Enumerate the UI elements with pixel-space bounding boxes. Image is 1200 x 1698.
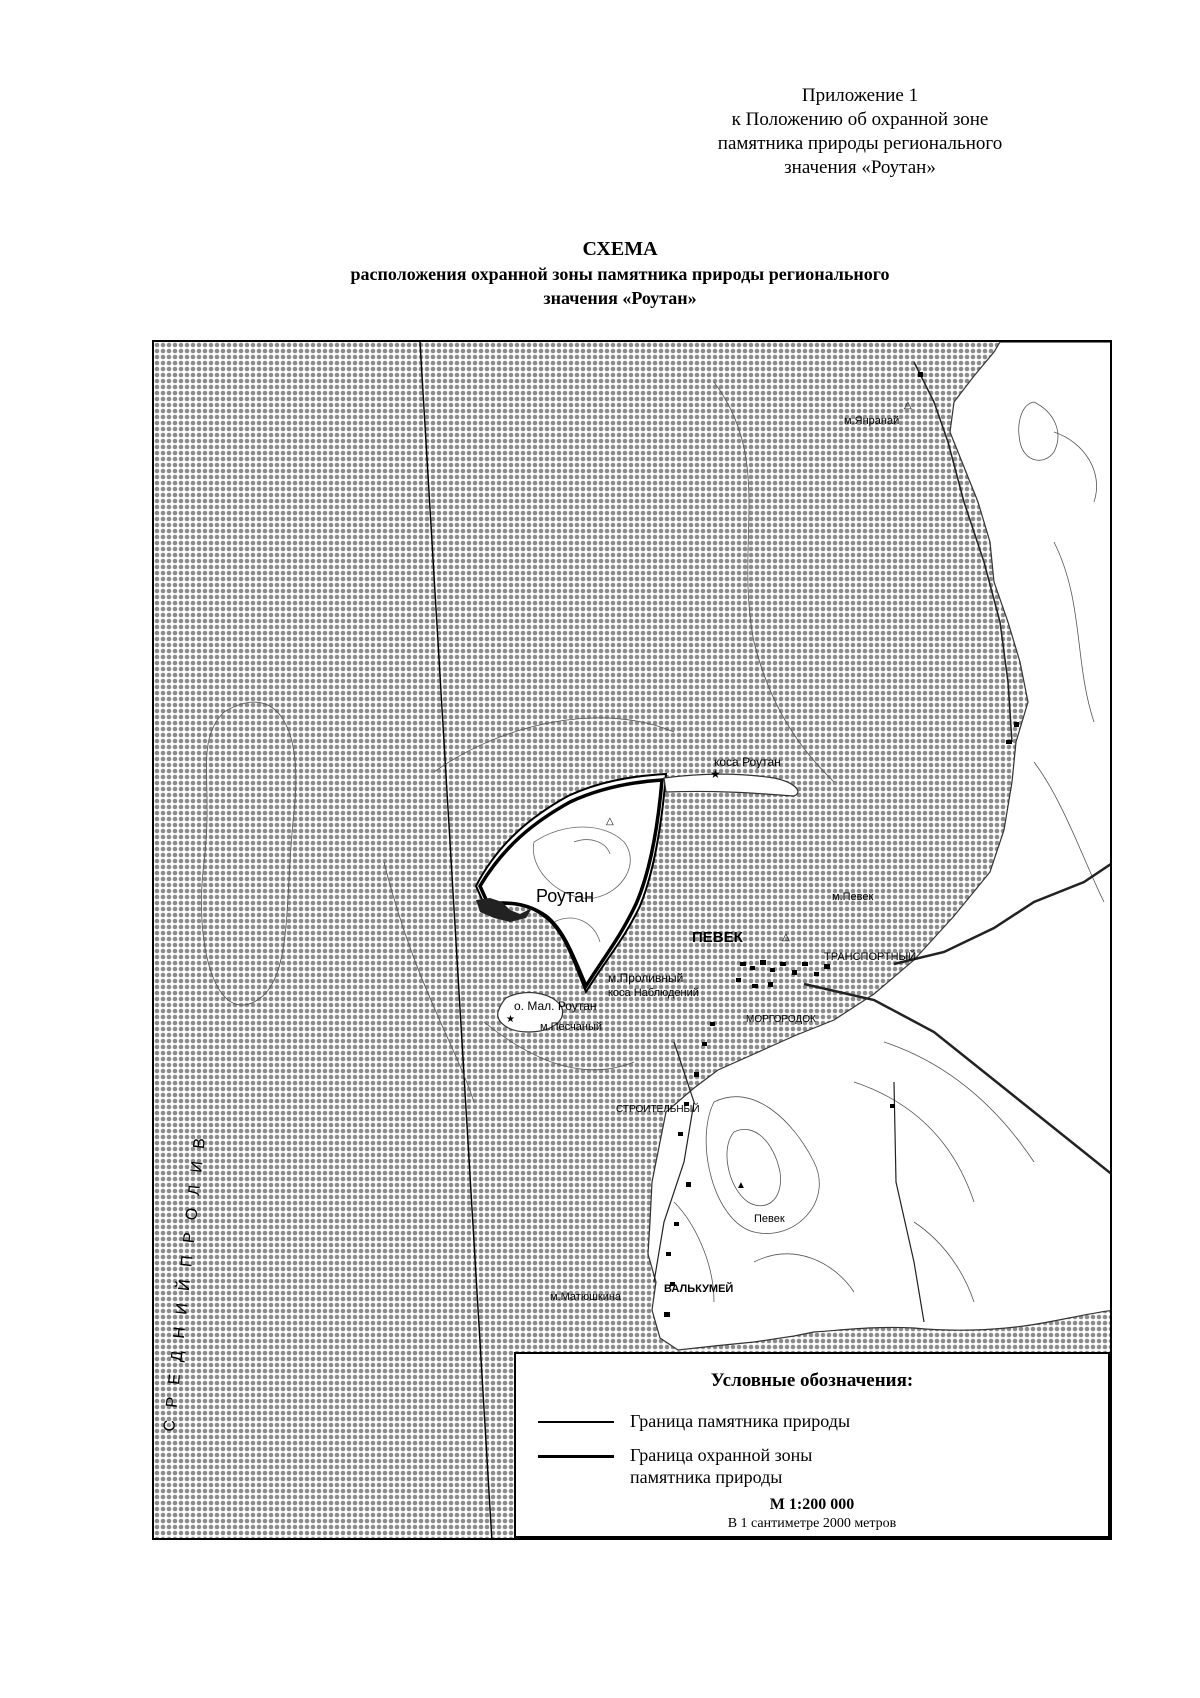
- label-routan-spit: коса Роутан: [714, 755, 781, 769]
- appendix-line-2: к Положению об охранной зоне: [731, 109, 989, 130]
- label-cape-sandy: м.Песчаный: [540, 1021, 602, 1033]
- star-marker: ★: [710, 767, 721, 781]
- legend-label-zone-line1: Граница охранной зоны: [630, 1445, 813, 1465]
- heading-title: СХЕМА: [582, 238, 658, 260]
- legend-scale: М 1:200 000: [769, 1496, 855, 1513]
- triangle-marker: △: [606, 816, 614, 827]
- label-island-main: Роутан: [536, 886, 595, 906]
- triangle-marker: △: [904, 400, 912, 411]
- legend-title: Условные обозначения:: [710, 1370, 914, 1391]
- label-cape-matyushkina: м.Матюшкина: [550, 1291, 622, 1303]
- legend-item-zone-boundary: [538, 1444, 812, 1488]
- star-marker: ★: [506, 1014, 515, 1025]
- legend-item-monument-boundary: [538, 1410, 850, 1432]
- appendix-line-4: значения «Роутан»: [784, 157, 936, 178]
- label-town: ПЕВЕК: [692, 929, 743, 946]
- label-cape-pevek: м.Певек: [832, 891, 874, 903]
- label-village-valkumey: ВАЛЬКУМЕЙ: [664, 1283, 734, 1295]
- appendix-line-1: Приложение 1: [801, 85, 919, 106]
- label-small-island: о. Мал. Роутан: [514, 999, 597, 1013]
- label-morgorodok: МОРГОРОДОК: [746, 1014, 816, 1025]
- heading-subtitle-1: расположения охранной зоны памятника природы регионального: [350, 264, 890, 284]
- triangle-marker: △: [782, 932, 790, 943]
- legend-line-zone: [538, 1455, 614, 1458]
- label-cape-strait: м.Проливный: [608, 971, 684, 985]
- legend-label-monument: Граница памятника природы: [630, 1411, 851, 1431]
- heading-subtitle-2: значения «Роутан»: [543, 288, 697, 308]
- label-transport: ТРАНСПОРТНЫЙ: [824, 951, 917, 963]
- label-sea: С Р Е Д Н И Й П Р О Л И В: [161, 1133, 210, 1433]
- legend-label-zone: [630, 1444, 812, 1488]
- legend-scale-note: В 1 сантиметре 2000 метров: [727, 1516, 897, 1531]
- map-legend: [514, 1352, 1110, 1538]
- label-stroitelny: СТРОИТЕЛЬНЫЙ: [616, 1104, 700, 1115]
- label-mountain-pevek: Певек: [754, 1213, 785, 1225]
- triangle-marker: ▲: [736, 1180, 746, 1191]
- legend-line-monument: [538, 1421, 614, 1423]
- label-spit-observations: коса Наблюдений: [608, 987, 699, 999]
- appendix-line-3: памятника природы регионального: [717, 133, 1003, 154]
- legend-label-zone-line2: памятника природы: [630, 1467, 783, 1487]
- appendix-header: [670, 84, 1050, 180]
- label-cape-yanranay: м.Янранай: [844, 415, 900, 427]
- document-heading: [150, 236, 1090, 310]
